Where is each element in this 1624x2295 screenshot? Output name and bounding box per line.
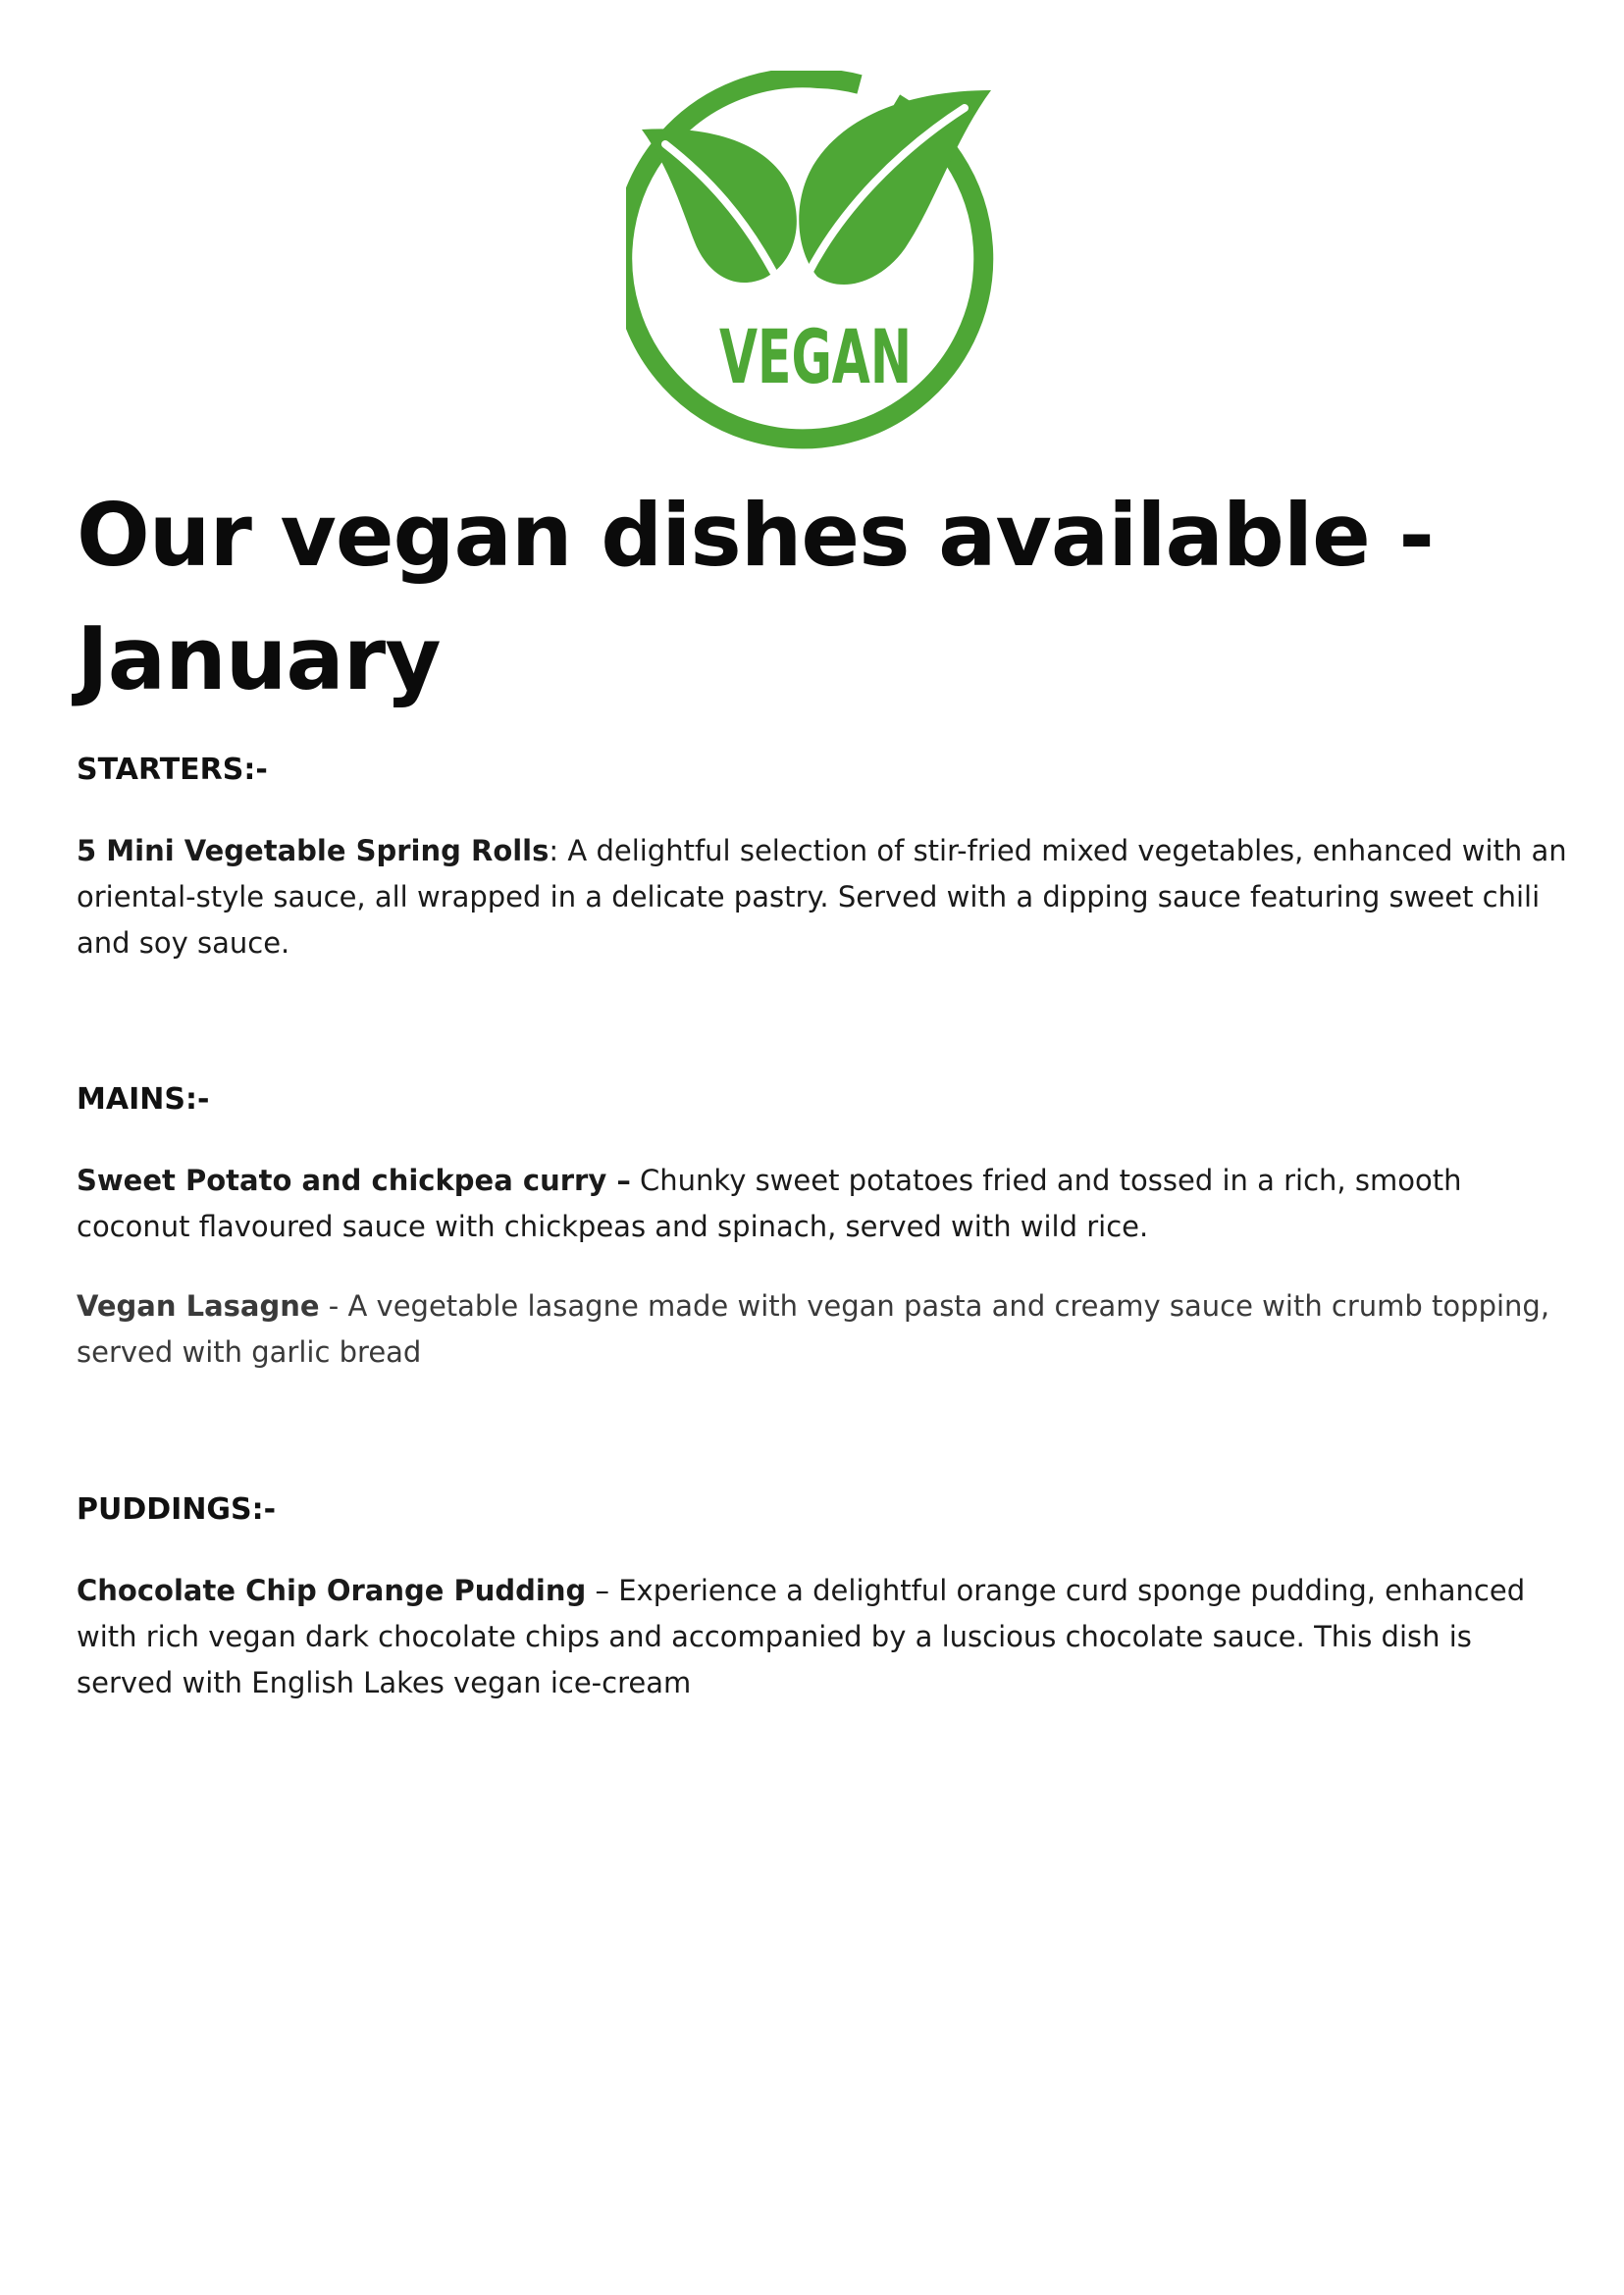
menu-item-name: 5 Mini Vegetable Spring Rolls [77,834,550,867]
menu-item-description: Chunky sweet potatoes fried and tossed in a rich, smooth coconut flavoured sauce with chickpeas and spinach, served with wild rice. [77,1164,1462,1243]
menu-item-name: Chocolate Chip Orange Pudding [77,1574,587,1607]
menu-item-name: Sweet Potato and chickpea curry – [77,1164,631,1197]
logo-left-leaf [642,129,797,283]
menu-item-description: Experience a delightful orange curd sponge pudding, enhanced with rich vegan dark chocolate chips and accompanied by a luscious chocolate sauce. This dish is served with English Lakes vegan ice-cream [77,1574,1526,1699]
menu-item-spring-rolls: 5 Mini Vegetable Spring Rolls: A delightful selection of stir-fried mixed vegetables, enhanced with an oriental-style sauce, all wrapped in a delicate pastry. Served with a dipping sauce featuring sweet chili and soy sauce. [77,834,1567,960]
menu-item-vegan-lasagne: Vegan Lasagne - A vegetable lasagne made with vegan pasta and creamy sauce with crumb topping, served with garlic bread [77,1289,1550,1369]
vegan-logo-icon [626,71,1005,449]
menu-item-name: Vegan Lasagne [77,1289,320,1323]
mains-heading: MAINS:- [77,1082,210,1117]
menu-item-description: A vegetable lasagne made with vegan pasta and creamy sauce with crumb topping, served with garlic bread [77,1289,1550,1369]
menu-item-sweet-potato-curry [77,1158,1568,1250]
puddings-heading: PUDDINGS:- [77,1492,277,1527]
menu-item-chocolate-orange-pudding: Chocolate Chip Orange Pudding – Experience a delightful orange curd sponge pudding, enhanced with rich vegan dark chocolate chips and accompanied by a luscious chocolate sauce. This dish is served with English Lakes vegan ice-cream [77,1574,1526,1699]
logo-text: VEGAN [719,313,912,400]
starters-heading: STARTERS:- [77,753,268,787]
menu-item-description: A delightful selection of stir-fried mixed vegetables, enhanced with an oriental-style sauce, all wrapped in a delicate pastry. Served with a dipping sauce featuring sweet chili and soy sauce. [77,834,1567,960]
page-title: Our vegan dishes available - January [77,485,1434,709]
